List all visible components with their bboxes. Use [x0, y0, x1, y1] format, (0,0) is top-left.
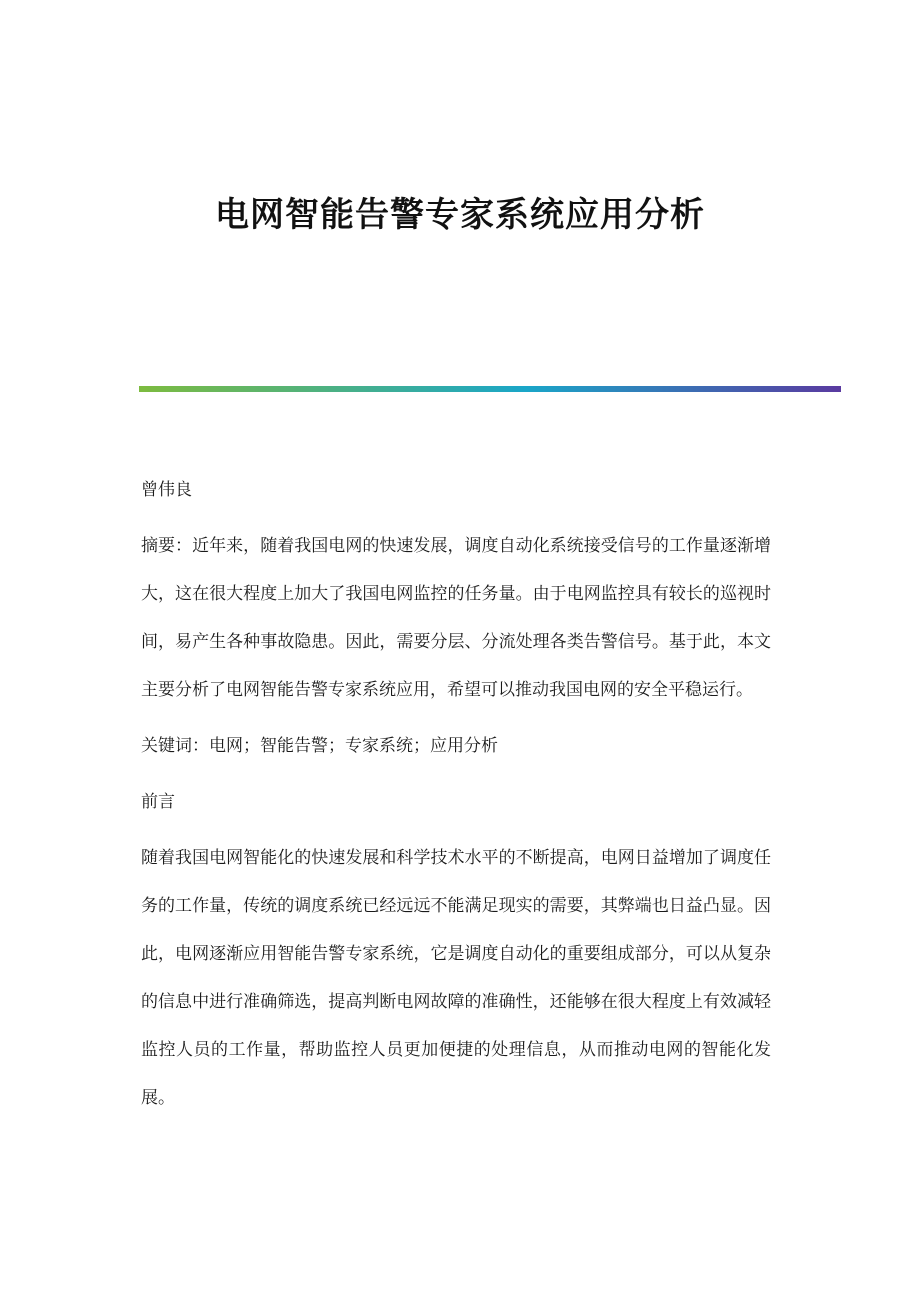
document-title: 电网智能告警专家系统应用分析: [215, 195, 705, 235]
keywords: 关键词：电网；智能告警；专家系统；应用分析: [141, 736, 498, 756]
title-divider: [139, 386, 841, 392]
abstract: 摘要：近年来，随着我国电网的快速发展，调度自动化系统接受信号的工作量逐渐增大，这在很大程度上加大了我国电网监控的任务量。由于电网监控具有较长的巡视时间，易产生各种事故隐患。因此，需要分层、分流处理各类告警信号。基于此，本文主要分析了电网智能告警专家系统应用，希望可以推动我国电网的安全平稳运行。: [141, 536, 771, 700]
preface-paragraph: 随着我国电网智能化的快速发展和科学技术水平的不断提高，电网日益增加了调度任务的工作量，传统的调度系统已经远远不能满足现实的需要，其弊端也日益凸显。因此，电网逐渐应用智能告警专家系统，它是调度自动化的重要组成部分，可以从复杂的信息中进行准确筛选，提高判断电网故障的准确性，还能够在很大程度上有效减轻监控人员的工作量，帮助监控人员更加便捷的处理信息，从而推动电网的智能化发展。: [141, 848, 771, 1108]
author: 曾伟良: [141, 480, 192, 500]
document-body: [141, 466, 771, 1130]
preface-heading: 前言: [141, 792, 175, 812]
